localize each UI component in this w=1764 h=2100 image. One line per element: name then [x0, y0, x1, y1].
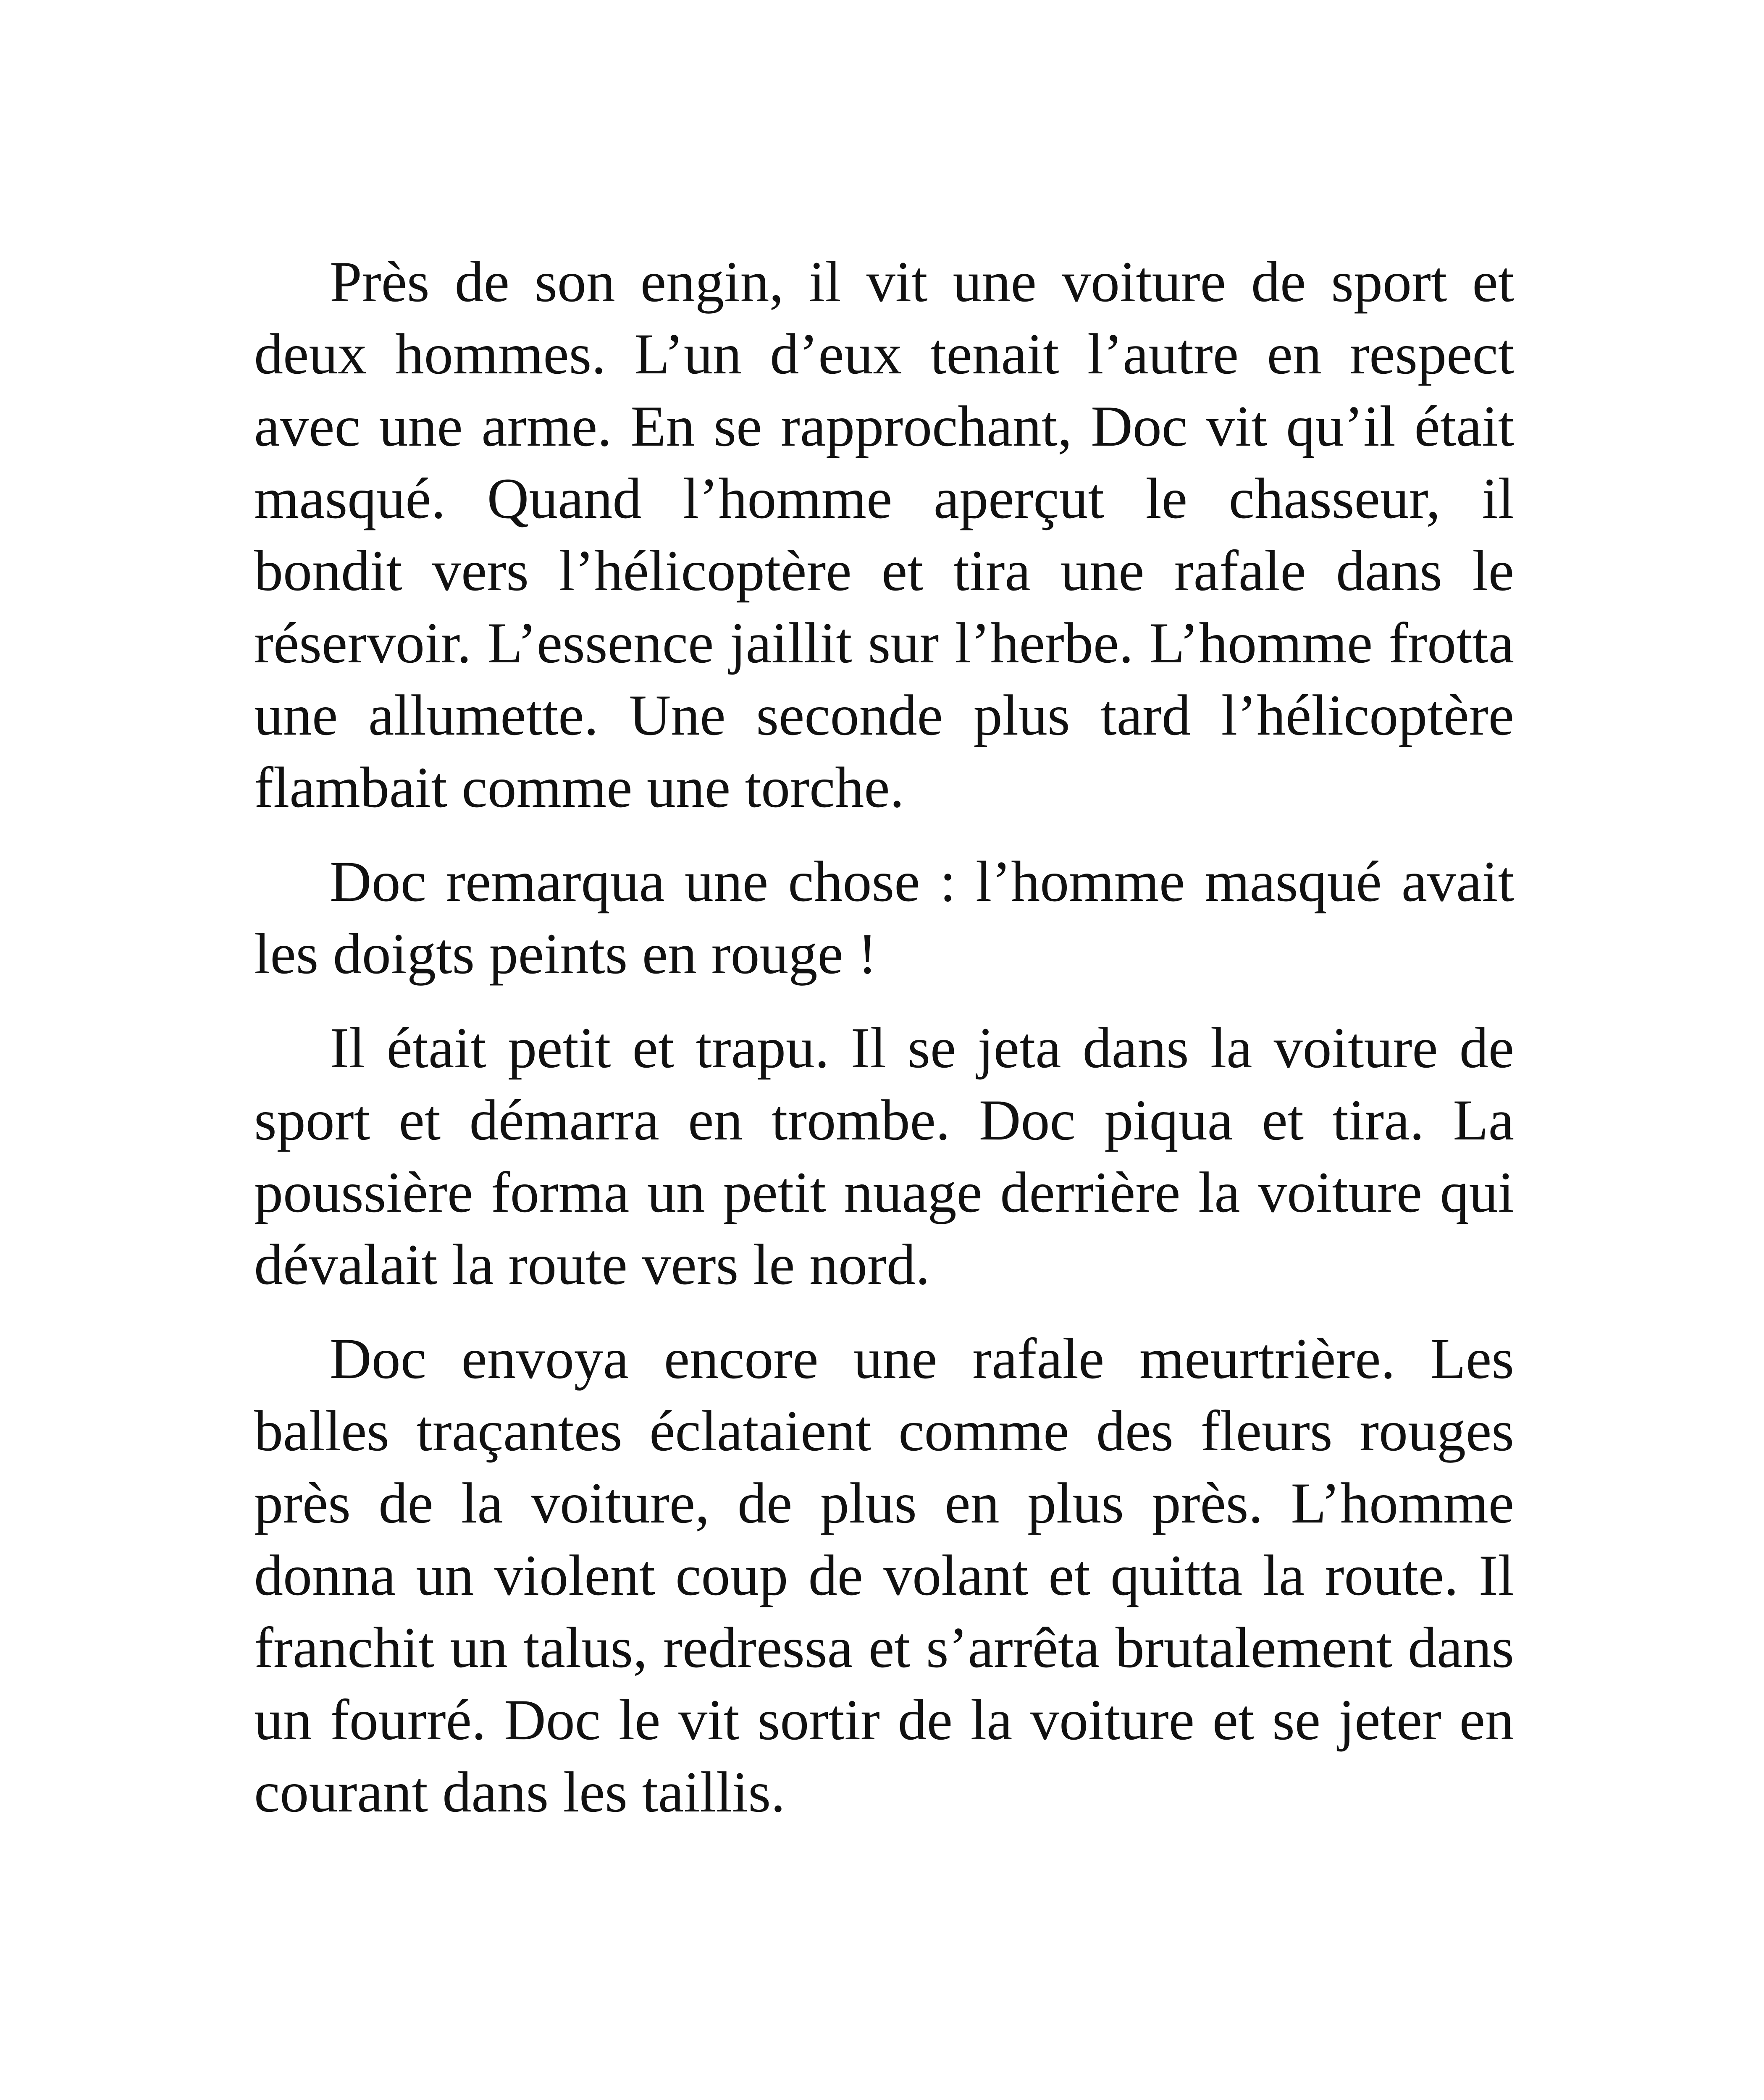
paragraph-4: Doc envoya encore une rafale meurtrière. Les balles traçantes éclataient comme des fleurs rouges près de la voiture, de plus en plus près. L’homme donna un violent coup de volant et quitta la route. Il franchit un talus, redressa et s’arrêta brutalement dans un fourré. Doc le vit sortir de la voiture et se jeter en courant dans les taillis. — [254, 1326, 1514, 1824]
paragraph-1: Près de son engin, il vit une voiture de sport et deux hommes. L’un d’eux tenait l’autre en respect avec une arme. En se rapprochant, Doc vit qu’il était masqué. Quand l’homme aperçut le chasseur, il bondit vers l’hélicoptère et tira une rafale dans le réservoir. L’essence jaillit sur l’herbe. L’homme frotta une allumette. Une seconde plus tard l’hélicoptère flambait comme une torche. — [254, 249, 1514, 819]
body-text — [254, 246, 1514, 1850]
paragraph-3: Il était petit et trapu. Il se jeta dans la voiture de sport et démarra en trombe. Doc piqua et tira. La poussière forma un petit nuage derrière la voiture qui dévalait la route vers le nord. — [254, 1016, 1514, 1297]
paragraph-2: Doc remarqua une chose : l’homme masqué avait les doigts peints en rouge ! — [254, 849, 1514, 986]
